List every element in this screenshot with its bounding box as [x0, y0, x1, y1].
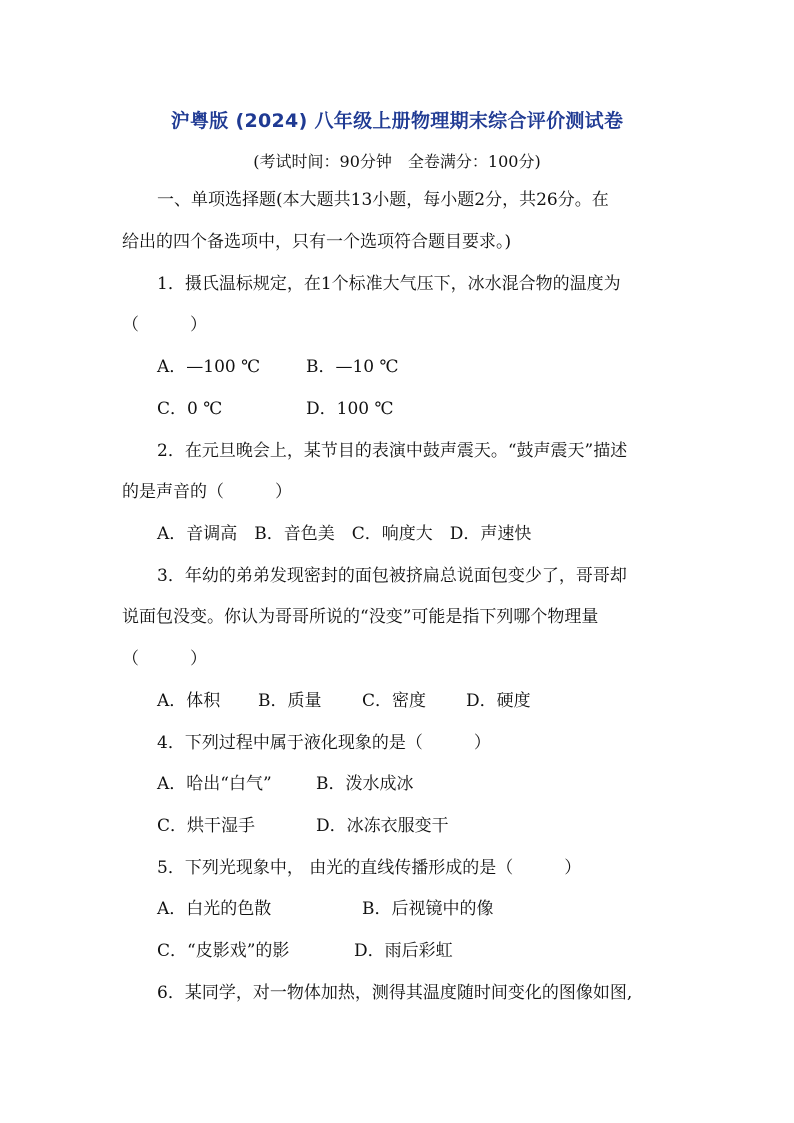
- question-3-option-c: C．密度: [362, 691, 427, 711]
- question-2-stem-line-1: 2．在元旦晚会上，某节目的表演中鼓声震天。“鼓声震天”描述: [157, 441, 628, 461]
- question-3-stem-line-1: 3．年幼的弟弟发现密封的面包被挤扁总说面包变少了，哥哥却: [157, 566, 627, 586]
- question-5-option-a: A．白光的色散: [157, 899, 272, 919]
- question-3-option-b: B．质量: [258, 691, 322, 711]
- question-1-stem-line-2: （ ）: [122, 315, 207, 335]
- question-3-stem-line-3: （ ）: [122, 649, 207, 669]
- exam-info: (考试时间：90分钟 全卷满分：100分): [253, 152, 541, 171]
- question-1-option-a: A．—100 ℃: [157, 357, 261, 377]
- question-1-stem-line-1: 1．摄氏温标规定，在1个标准大气压下，冰水混合物的温度为: [157, 274, 621, 294]
- question-3-option-d: D．硬度: [466, 691, 531, 711]
- question-6-stem-line-1: 6．某同学，对一物体加热，测得其温度随时间变化的图像如图,: [157, 983, 633, 1003]
- question-1-option-c: C．0 ℃: [157, 399, 223, 419]
- question-2-options: A．音调高 B．音色美 C．响度大 D．声速快: [157, 524, 532, 544]
- question-5-option-c: C．“皮影戏”的影: [157, 941, 290, 961]
- question-1-option-d: D．100 ℃: [306, 399, 394, 419]
- question-3-option-a: A．体积: [157, 691, 221, 711]
- question-5-option-b: B．后视镜中的像: [362, 899, 494, 919]
- question-3-stem-line-2: 说面包没变。你认为哥哥所说的“没变”可能是指下列哪个物理量: [122, 607, 599, 627]
- question-4-stem: 4．下列过程中属于液化现象的是（ ）: [157, 733, 491, 753]
- page-title: 沪粤版 (2024) 八年级上册物理期末综合评价测试卷: [170, 110, 624, 132]
- question-4-option-a: A．哈出“白气”: [157, 774, 272, 794]
- question-4-option-d: D．冰冻衣服变干: [316, 816, 449, 836]
- question-5-option-d: D．雨后彩虹: [354, 941, 453, 961]
- question-4-option-c: C．烘干湿手: [157, 816, 256, 836]
- question-1-option-b: B．—10 ℃: [306, 357, 399, 377]
- section-heading-line-1: 一、单项选择题(本大题共13小题，每小题2分，共26分。在: [157, 190, 609, 210]
- question-4-option-b: B．泼水成冰: [316, 774, 414, 794]
- question-2-stem-line-2: 的是声音的（ ）: [122, 482, 292, 502]
- question-5-stem: 5．下列光现象中， 由光的直线传播形成的是（ ）: [157, 858, 582, 878]
- section-heading-line-2: 给出的四个备选项中，只有一个选项符合题目要求。): [122, 232, 512, 252]
